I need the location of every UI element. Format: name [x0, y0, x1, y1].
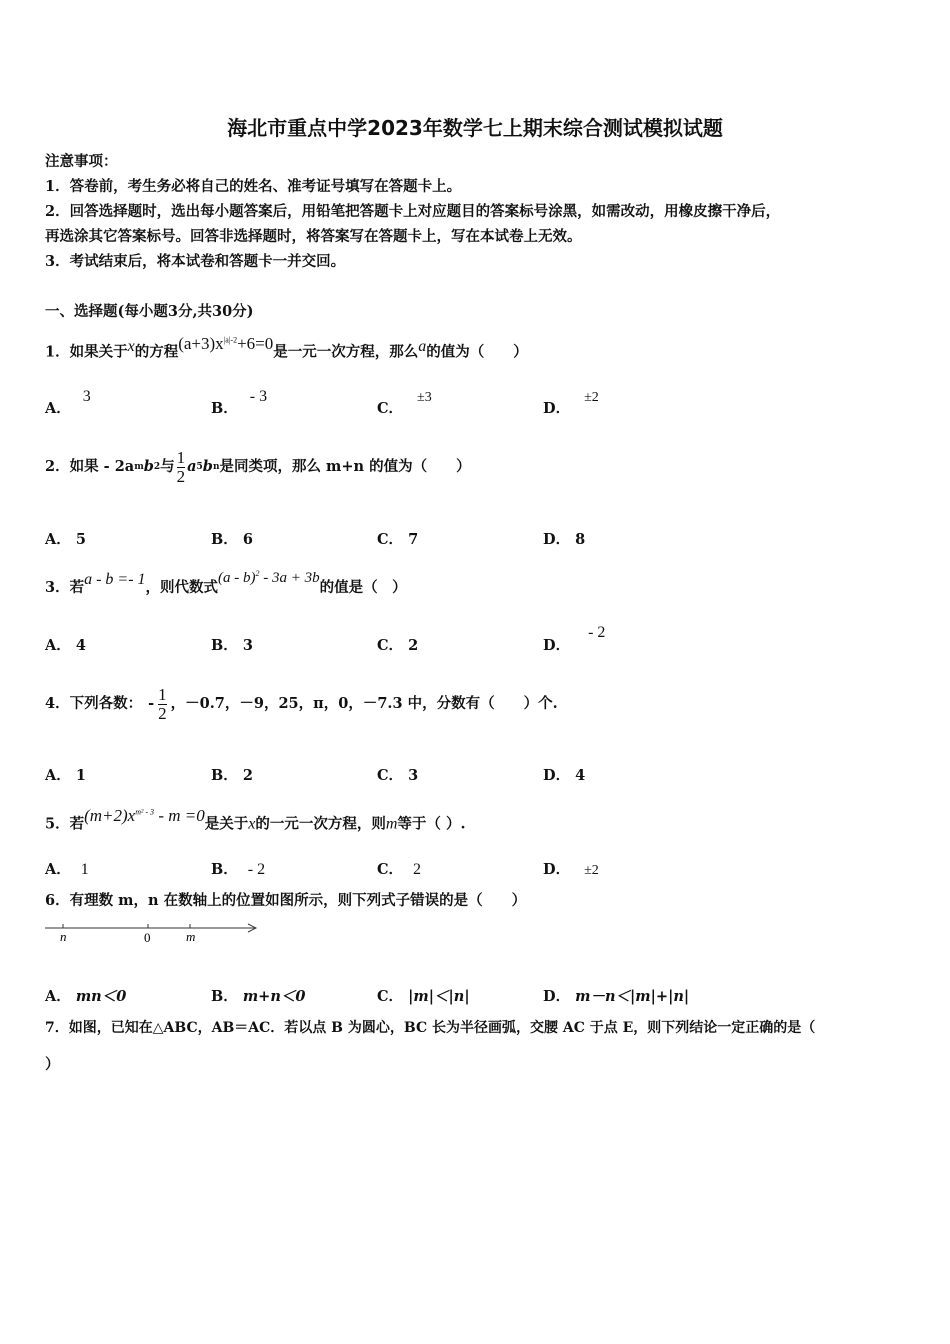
- notice-item: 2．回答选择题时，选出每小题答案后，用铅笔把答题卡上对应题目的答案标号涂黑，如需改动，用橡皮擦干净后，: [45, 203, 781, 220]
- notice-item: 3．考试结束后，将本试卷和答题卡一并交回。: [45, 253, 346, 270]
- q1-pre: 1．如果关于: [45, 343, 128, 361]
- label-n: n: [60, 929, 67, 944]
- label-zero: 0: [144, 930, 151, 945]
- q5-option-a[interactable]: A． 1: [45, 861, 89, 878]
- q3-condition: a - b =- 1: [84, 571, 146, 588]
- question-4: 4．下列各数： - $\frac{1}{2}$ ，－0.7，－9，25，π，0，－7.3 中，分数有（ ）个.: [45, 684, 558, 723]
- q1-var: x: [127, 337, 135, 355]
- q4-fraction: $\frac{1}{2}$: [158, 684, 167, 723]
- q4-option-d[interactable]: D． 4: [543, 767, 586, 784]
- question-3: 3．若a - b =- 1，则代数式(a - b)$^2$ - 3a + 3b的值是（ ）: [45, 569, 407, 596]
- q4-option-a[interactable]: A． 1: [45, 767, 86, 784]
- q6-option-c[interactable]: C． |m|＜|n|: [377, 988, 470, 1005]
- q3-option-d[interactable]: D．- 2: [543, 624, 606, 654]
- question-7-line-1: 7．如图，已知在△ABC，AB＝AC．若以点 B 为圆心，BC 长为半径画弧，交腰 AC 于点 E，则下列结论一定正确的是（: [45, 1020, 816, 1036]
- q6-option-d[interactable]: D． m－n＜|m|+|n|: [543, 988, 690, 1005]
- q1-end: 的值为（ ）: [426, 343, 528, 361]
- q2-option-b[interactable]: B． 6: [211, 531, 253, 548]
- q1-var2: a: [418, 337, 427, 355]
- q1-option-d[interactable]: D．±2: [543, 390, 599, 417]
- q3-option-b[interactable]: B． 3: [211, 637, 253, 654]
- q5-option-c[interactable]: C． 2: [377, 861, 422, 878]
- notice-item: 1．答卷前，考生务必将自己的姓名、准考证号填写在答题卡上。: [45, 178, 462, 195]
- q5-equation: $(m+2)x^{m^2 - 3} - m =0$: [84, 805, 205, 825]
- q1-mid: 的方程: [134, 343, 179, 361]
- q1-option-b[interactable]: B．- 3: [211, 388, 268, 417]
- q1-post: 是一元一次方程，那么: [273, 343, 419, 361]
- q6-option-a[interactable]: A． mn＜0: [45, 988, 127, 1005]
- q4-option-c[interactable]: C． 3: [377, 767, 419, 784]
- q2-option-c[interactable]: C． 7: [377, 531, 419, 548]
- q6-option-b[interactable]: B． m+n＜0: [211, 988, 306, 1005]
- question-5: 5．若$(m+2)x^{m^2 - 3} - m =0$是关于x的一元一次方程，则m等于（ ）.: [45, 805, 466, 833]
- question-6: 6．有理数 m，n 在数轴上的位置如图所示，则下列式子错误的是（ ）: [45, 892, 527, 909]
- q2-fraction: $\frac{1}{2}$: [176, 447, 186, 486]
- q2-option-d[interactable]: D． 8: [543, 531, 586, 548]
- number-line-figure: [45, 918, 265, 948]
- q1-option-c[interactable]: C．±3: [377, 390, 432, 417]
- question-7-line-2: ）: [45, 1056, 60, 1073]
- label-m: m: [186, 929, 196, 944]
- q1-option-a[interactable]: A．3: [45, 388, 91, 417]
- notice-heading: 注意事项：: [45, 153, 118, 170]
- q2-option-a[interactable]: A． 5: [45, 531, 86, 548]
- q4-option-b[interactable]: B． 2: [211, 767, 253, 784]
- q3-option-c[interactable]: C． 2: [377, 637, 419, 654]
- section-heading: 一、选择题(每小题3分,共30分): [45, 303, 254, 320]
- question-1: [45, 333, 528, 363]
- notice-item: 再选涂其它答案标号。回答非选择题时，将答案写在答题卡上，写在本试卷上无效。: [45, 228, 582, 245]
- q5-option-d[interactable]: D． ±2: [543, 861, 599, 878]
- q3-expression: (a - b)$^2$ - 3a + 3b: [218, 569, 320, 586]
- q1-equation: $(a+3)x^{|a|-2}+6=0$: [178, 333, 274, 353]
- page-title: 海北市重点中学2023年数学七上期末综合测试模拟试题: [227, 116, 723, 140]
- q5-option-b[interactable]: B． - 2: [211, 861, 266, 878]
- question-2: 2．如果 - 2a m b 2 与 $\frac{1}{2}$ a 5 b n 是同类项，那么 m+n 的值为（ ）: [45, 447, 471, 486]
- q3-option-a[interactable]: A． 4: [45, 637, 86, 654]
